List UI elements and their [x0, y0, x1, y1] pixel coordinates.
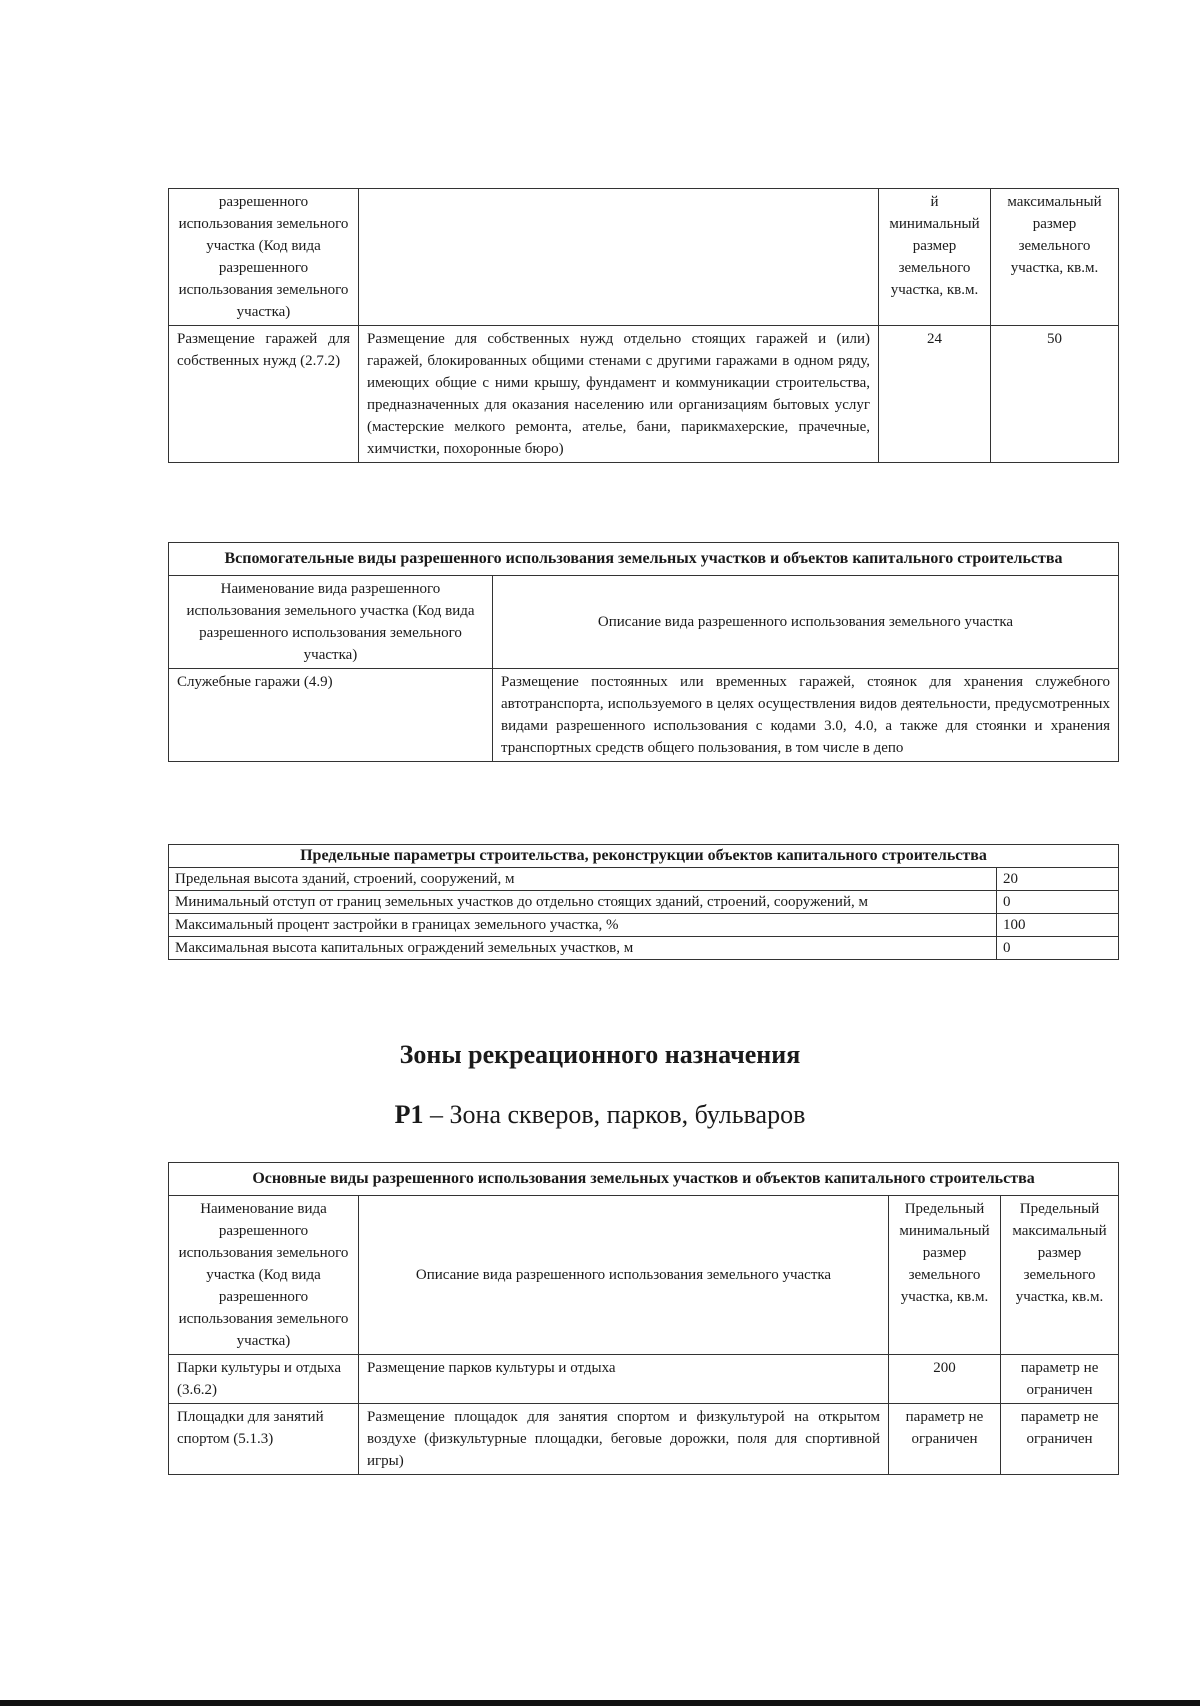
- header-cell-min: й минимальный размер земельного участка, кв.м.: [879, 189, 991, 326]
- table-header-row: [169, 576, 1119, 669]
- header-cell-desc: Описание вида разрешенного использования земельного участка: [493, 576, 1119, 669]
- recreation-main-uses-table: [168, 1162, 1119, 1475]
- cell-use-name: Размещение гаражей для собственных нужд (2.7.2): [169, 326, 359, 463]
- cell-use-desc: Размещение постоянных или временных гаражей, стоянок для хранения служебного автотранспорта, используемого в целях осуществления видов деятельности, предусмотренных видами разрешенного использования с кодами 3.0, 4.0, а также для стоянки и хранения транспортных средств общего пользования, в том числе в депо: [493, 669, 1119, 762]
- cell-use-desc: Размещение для собственных нужд отдельно стоящих гаражей и (или) гаражей, блокированных общими стенами с другими гаражами в одном ряду, имеющих общие с ними крышу, фундамент и коммуникации строительства, предназначенных для оказания населению или организациям бытовых услуг (мастерские мелкого ремонта, ателье, бани, парикмахерские, прачечные, химчистки, похоронные бюро): [359, 326, 879, 463]
- cell-use-name: Служебные гаражи (4.9): [169, 669, 493, 762]
- cell-min-size: 24: [879, 326, 991, 463]
- header-cell-desc: [359, 189, 879, 326]
- table-row: [169, 914, 1119, 937]
- parameter-label: Минимальный отступ от границ земельных участков до отдельно стоящих зданий, строений, сооружений, м: [169, 891, 997, 914]
- cell-use-name: Парки культуры и отдыха (3.6.2): [169, 1355, 359, 1404]
- table-title: Основные виды разрешенного использования земельных участков и объектов капитального строительства: [169, 1163, 1119, 1196]
- header-cell-name: Наименование вида разрешенного использования земельного участка (Код вида разрешенного использования земельного участка): [169, 576, 493, 669]
- table-row: [169, 937, 1119, 960]
- auxiliary-uses-table: [168, 542, 1119, 762]
- parameter-value: 0: [997, 891, 1119, 914]
- header-cell-name: разрешенного использования земельного участка (Код вида разрешенного использования земельного участка): [169, 189, 359, 326]
- header-cell-min: Предельный минимальный размер земельного участка, кв.м.: [889, 1196, 1001, 1355]
- zone-heading: [0, 1100, 1200, 1130]
- table-title: Предельные параметры строительства, реконструкции объектов капитального строительства: [169, 845, 1119, 868]
- table-header-row: [169, 189, 1119, 326]
- parameter-label: Предельная высота зданий, строений, сооружений, м: [169, 868, 997, 891]
- cell-use-desc: Размещение парков культуры и отдыха: [359, 1355, 889, 1404]
- table-title-row: [169, 1163, 1119, 1196]
- table-row: [169, 1355, 1119, 1404]
- cell-min-size: параметр не ограничен: [889, 1404, 1001, 1475]
- table-row: [169, 669, 1119, 762]
- parameter-value: 0: [997, 937, 1119, 960]
- header-cell-name: Наименование вида разрешенного использования земельного участка (Код вида разрешенного использования земельного участка): [169, 1196, 359, 1355]
- main-uses-table-continuation: [168, 188, 1119, 463]
- section-title: Зоны рекреационного назначения: [399, 1040, 801, 1069]
- table-row: [169, 326, 1119, 463]
- parameter-label: Максимальная высота капитальных ограждений земельных участков, м: [169, 937, 997, 960]
- cell-min-size: 200: [889, 1355, 1001, 1404]
- table-title-row: [169, 845, 1119, 868]
- table-title: Вспомогательные виды разрешенного использования земельных участков и объектов капитального строительства: [169, 543, 1119, 576]
- zone-name: – Зона скверов, парков, бульваров: [423, 1100, 806, 1129]
- parameter-value: 20: [997, 868, 1119, 891]
- header-cell-max: Предельный максимальный размер земельного участка, кв.м.: [1001, 1196, 1119, 1355]
- cell-max-size: параметр не ограничен: [1001, 1404, 1119, 1475]
- zone-code: Р1: [394, 1100, 424, 1129]
- parameter-label: Максимальный процент застройки в границах земельного участка, %: [169, 914, 997, 937]
- table-row: [169, 891, 1119, 914]
- limit-parameters-table: [168, 844, 1119, 960]
- cell-max-size: 50: [991, 326, 1119, 463]
- table-row: [169, 868, 1119, 891]
- header-cell-desc: Описание вида разрешенного использования земельного участка: [359, 1196, 889, 1355]
- table-row: [169, 1404, 1119, 1475]
- table-title-row: [169, 543, 1119, 576]
- scan-edge-bar: [0, 1700, 1200, 1706]
- table-header-row: [169, 1196, 1119, 1355]
- cell-use-desc: Размещение площадок для занятия спортом и физкультурой на открытом воздухе (физкультурные площадки, беговые дорожки, поля для спортивной игры): [359, 1404, 889, 1475]
- header-cell-max: максимальный размер земельного участка, кв.м.: [991, 189, 1119, 326]
- cell-use-name: Площадки для занятий спортом (5.1.3): [169, 1404, 359, 1475]
- parameter-value: 100: [997, 914, 1119, 937]
- cell-max-size: параметр не ограничен: [1001, 1355, 1119, 1404]
